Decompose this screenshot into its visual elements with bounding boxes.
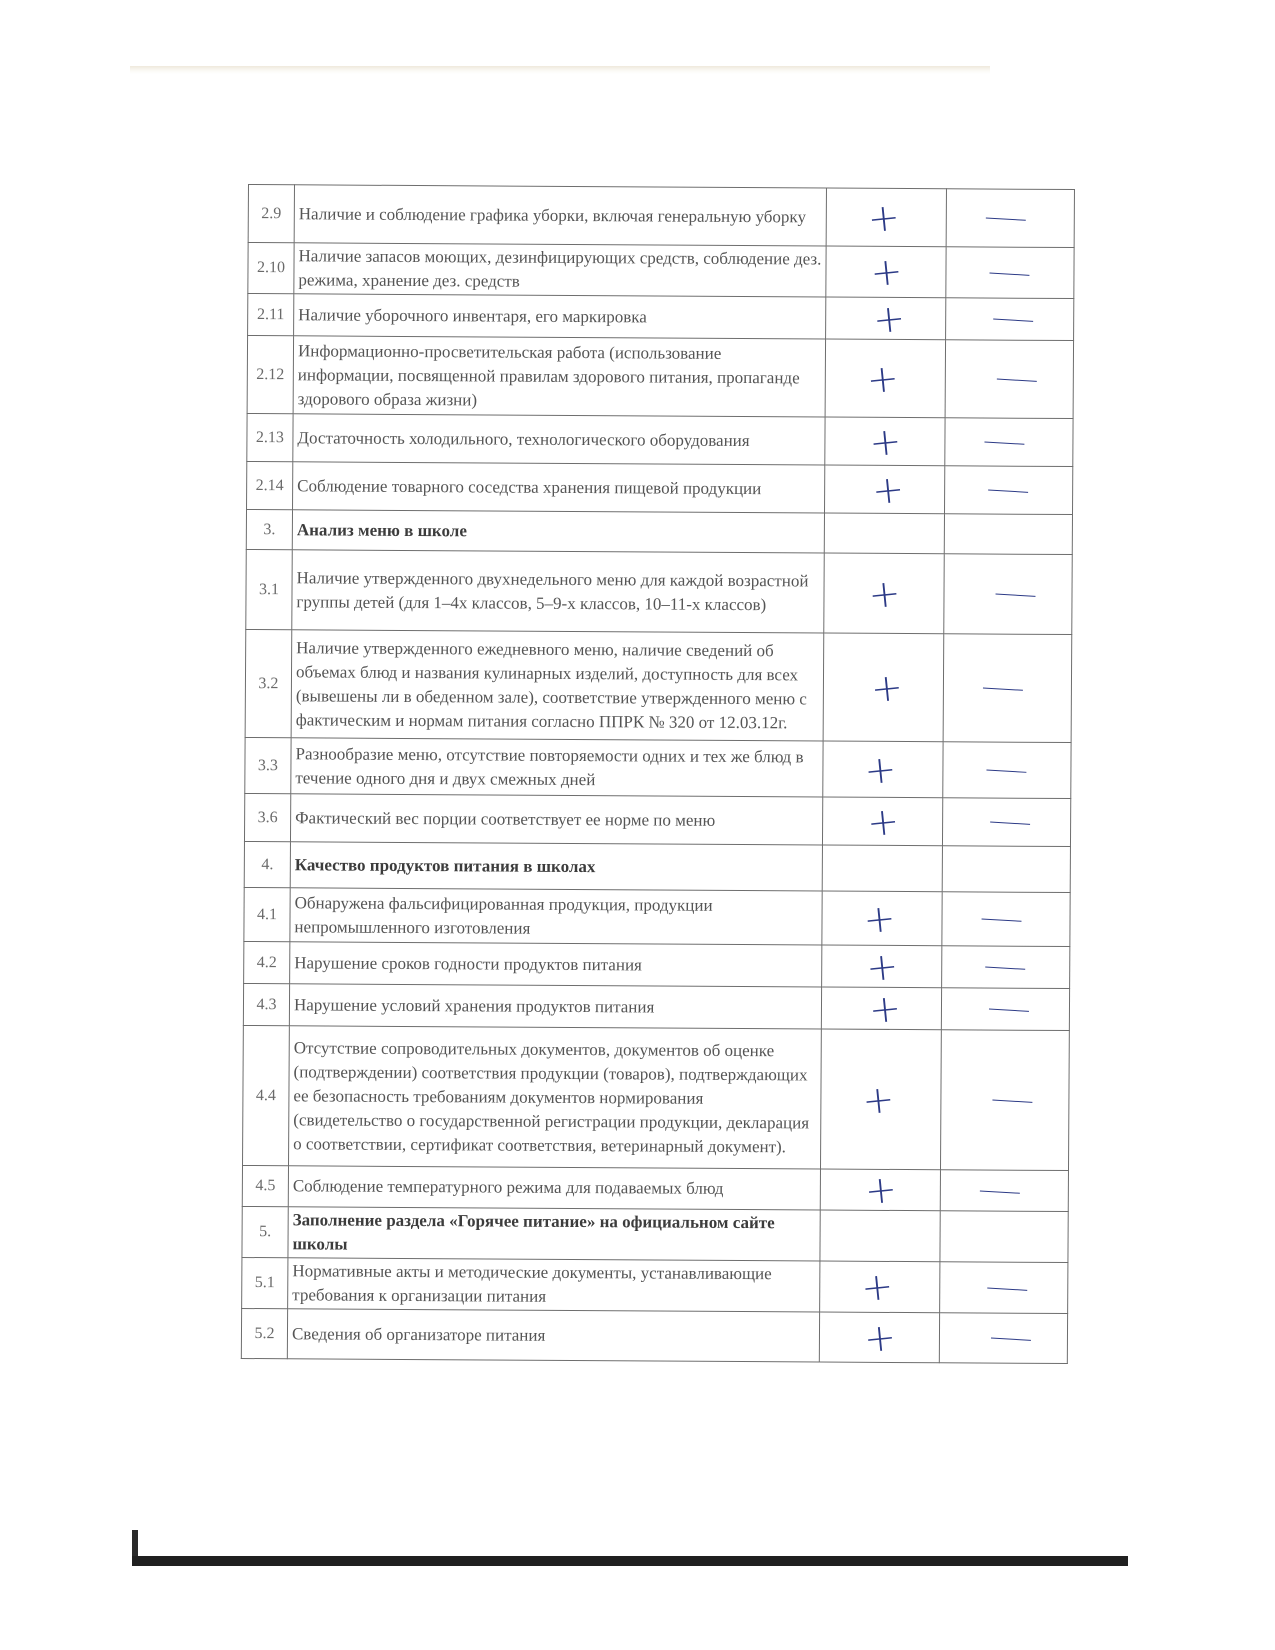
checklist-row bbox=[243, 1025, 1070, 1170]
no-cell bbox=[945, 340, 1073, 419]
handwritten-dash-mark bbox=[985, 966, 1025, 969]
handwritten-dash-mark bbox=[990, 1338, 1030, 1341]
handwritten-dash-mark bbox=[981, 918, 1021, 921]
yes-cell bbox=[822, 797, 942, 846]
yes-cell bbox=[824, 553, 944, 634]
yes-cell bbox=[822, 845, 942, 892]
checklist-row bbox=[245, 629, 1072, 742]
item-number: 3.3 bbox=[245, 737, 291, 793]
handwritten-dash-mark bbox=[995, 594, 1035, 597]
handwritten-dash-mark bbox=[979, 1190, 1019, 1193]
item-text: Фактический вес порции соответствует ее норме по меню bbox=[290, 794, 822, 845]
handwritten-dash-mark bbox=[985, 217, 1025, 220]
yes-cell bbox=[819, 1312, 939, 1363]
no-cell bbox=[943, 634, 1072, 743]
item-number: 4.4 bbox=[243, 1025, 290, 1165]
checklist-row bbox=[247, 336, 1073, 419]
handwritten-plus-mark: + bbox=[861, 1313, 898, 1361]
section-heading: Заполнение раздела «Горячее питание» на официальном сайте школы bbox=[288, 1207, 820, 1261]
handwritten-plus-mark: + bbox=[864, 797, 901, 845]
no-cell bbox=[939, 1313, 1067, 1364]
section-heading-row bbox=[244, 841, 1070, 892]
no-cell bbox=[940, 1262, 1068, 1314]
item-text: Отсутствие сопроводительных документов, документов об оценке (подтверждении) соответствия продукции (товаров), подтверждающих ее безопасность требованиям документов нормирования (свидетельство о государственной регистрации продукции, декларация о соответствии, сертификат соответствия, ветеринарный документ). bbox=[289, 1026, 822, 1169]
handwritten-plus-mark: + bbox=[866, 984, 903, 1032]
item-text: Соблюдение температурного режима для подаваемых блюд bbox=[288, 1166, 820, 1210]
item-text: Достаточность холодильного, технологического оборудования bbox=[293, 414, 825, 465]
item-text: Наличие уборочного инвентаря, его маркировка bbox=[294, 294, 826, 339]
item-number: 5.1 bbox=[242, 1257, 288, 1308]
checklist-row bbox=[248, 294, 1074, 341]
no-cell bbox=[944, 514, 1072, 555]
checklist-row bbox=[244, 793, 1070, 846]
yes-cell bbox=[825, 417, 945, 466]
item-number: 2.14 bbox=[247, 461, 293, 509]
handwritten-dash-mark bbox=[990, 821, 1030, 824]
no-cell bbox=[945, 418, 1073, 467]
no-cell bbox=[940, 1211, 1068, 1263]
no-cell bbox=[942, 798, 1070, 847]
checklist-row bbox=[243, 983, 1069, 1030]
section-heading-row bbox=[246, 509, 1072, 554]
yes-cell bbox=[825, 465, 945, 514]
checklist-row bbox=[242, 1257, 1068, 1313]
handwritten-plus-mark: + bbox=[858, 1263, 895, 1311]
handwritten-dash-mark bbox=[982, 687, 1022, 690]
item-text: Разнообразие меню, отсутствие повторяемости одних и тех же блюд в течение одного дня и двух смежных дней bbox=[291, 738, 823, 797]
section-heading: Качество продуктов питания в школах bbox=[290, 842, 822, 891]
item-number: 3.2 bbox=[245, 629, 292, 737]
no-cell bbox=[942, 846, 1070, 893]
checklist-row bbox=[247, 413, 1073, 466]
yes-cell bbox=[823, 741, 943, 798]
item-number: 3. bbox=[246, 509, 292, 549]
item-text: Обнаружена фальсифицированная продукция, продукции непромышленного изготовления bbox=[290, 888, 822, 945]
yes-cell bbox=[824, 513, 944, 554]
handwritten-plus-mark: + bbox=[863, 942, 900, 990]
yes-cell bbox=[826, 294, 946, 342]
item-number: 4.3 bbox=[243, 983, 289, 1025]
checklist-row bbox=[244, 887, 1070, 946]
no-cell bbox=[944, 466, 1072, 515]
yes-cell bbox=[821, 984, 941, 1032]
checklist-row bbox=[247, 461, 1073, 514]
handwritten-dash-mark bbox=[993, 319, 1033, 322]
item-text: Наличие запасов моющих, дезинфицирующих средств, соблюдение дез. режима, хранение дез. средств bbox=[294, 243, 826, 297]
no-cell bbox=[940, 1170, 1068, 1212]
handwritten-dash-mark bbox=[988, 489, 1028, 492]
handwritten-plus-mark: + bbox=[869, 465, 906, 513]
item-text: Нарушение сроков годности продуктов питания bbox=[290, 942, 822, 987]
handwritten-dash-mark bbox=[989, 272, 1029, 275]
checklist-row bbox=[248, 243, 1074, 299]
item-text: Сведения об организаторе питания bbox=[287, 1309, 819, 1362]
scan-bottom-edge bbox=[132, 1556, 1128, 1566]
yes-cell bbox=[820, 1029, 941, 1170]
yes-cell bbox=[826, 246, 946, 298]
handwritten-dash-mark bbox=[986, 769, 1026, 772]
no-cell bbox=[946, 189, 1074, 248]
checklist-table bbox=[241, 184, 1075, 1364]
item-text: Нарушение условий хранения продуктов питания bbox=[289, 984, 821, 1029]
yes-cell bbox=[825, 339, 945, 418]
item-number: 5. bbox=[242, 1206, 288, 1257]
item-number: 3.6 bbox=[244, 793, 290, 841]
item-number: 4.2 bbox=[244, 941, 290, 983]
section-heading: Анализ меню в школе bbox=[292, 510, 824, 553]
checklist-row bbox=[242, 1165, 1068, 1211]
item-number: 4.5 bbox=[242, 1165, 288, 1206]
section-heading-row bbox=[242, 1206, 1068, 1262]
item-text: Наличие утвержденного двухнедельного меню для каждой возрастной группы детей (для 1–4х классов, 5–9-х классов, 10–11-х классов) bbox=[292, 550, 824, 633]
handwritten-dash-mark bbox=[988, 1008, 1028, 1011]
checklist-sheet bbox=[241, 184, 1074, 1364]
item-number: 4.1 bbox=[244, 887, 290, 941]
yes-cell bbox=[820, 1261, 940, 1313]
item-number: 3.1 bbox=[246, 549, 292, 629]
handwritten-plus-mark: + bbox=[862, 1166, 899, 1214]
item-number: 2.12 bbox=[247, 336, 293, 414]
item-number: 4. bbox=[244, 841, 290, 887]
handwritten-dash-mark bbox=[996, 379, 1036, 382]
handwritten-plus-mark: + bbox=[867, 248, 904, 296]
no-cell bbox=[943, 742, 1071, 799]
yes-cell bbox=[822, 942, 942, 990]
item-text: Наличие и соблюдение графика уборки, включая генеральную уборку bbox=[294, 185, 826, 246]
no-cell bbox=[946, 247, 1074, 299]
item-number: 5.2 bbox=[241, 1308, 287, 1358]
yes-cell bbox=[820, 1166, 940, 1214]
item-text: Нормативные акты и методические документы, устанавливающие требования к организации питания bbox=[288, 1258, 820, 1312]
handwritten-plus-mark: + bbox=[870, 294, 907, 342]
handwritten-plus-mark: + bbox=[866, 417, 903, 465]
item-text: Наличие утвержденного ежедневного меню, наличие сведений об объемах блюд и названия кулинарных изделий, доступность для всех (вывешены ли в обеденном зале), соответствие утвержденного меню с фактическим и нормам питания согласно ППРК № 320 от 12.03.12г. bbox=[291, 630, 824, 741]
item-text: Информационно-просветительская работа (использование информации, посвященной правилам здорового питания, пропаганде здорового образа жизни) bbox=[293, 336, 825, 417]
no-cell bbox=[941, 988, 1069, 1031]
yes-cell bbox=[826, 188, 946, 247]
handwritten-dash-mark bbox=[992, 1100, 1032, 1103]
handwritten-plus-mark: + bbox=[868, 663, 905, 711]
item-number: 2.9 bbox=[248, 185, 294, 243]
checklist-row bbox=[248, 185, 1074, 248]
handwritten-dash-mark bbox=[984, 441, 1024, 444]
handwritten-plus-mark: + bbox=[865, 193, 902, 241]
checklist-row bbox=[246, 549, 1072, 634]
checklist-row bbox=[245, 737, 1071, 798]
checklist-row bbox=[244, 941, 1070, 988]
checklist-rows bbox=[241, 185, 1074, 1364]
no-cell bbox=[942, 946, 1070, 989]
yes-cell bbox=[823, 633, 944, 742]
no-cell bbox=[942, 892, 1070, 947]
handwritten-plus-mark: + bbox=[861, 894, 898, 942]
item-number: 2.10 bbox=[248, 243, 294, 294]
no-cell bbox=[944, 554, 1072, 635]
no-cell bbox=[946, 298, 1074, 341]
item-number: 2.11 bbox=[248, 294, 294, 336]
item-text: Соблюдение товарного соседства хранения пищевой продукции bbox=[293, 462, 825, 513]
handwritten-plus-mark: + bbox=[864, 354, 901, 402]
no-cell bbox=[940, 1030, 1069, 1171]
handwritten-plus-mark: + bbox=[861, 745, 898, 793]
handwritten-plus-mark: + bbox=[866, 569, 903, 617]
yes-cell bbox=[820, 1210, 940, 1262]
item-number: 2.13 bbox=[247, 413, 293, 461]
scan-top-edge bbox=[130, 66, 990, 74]
handwritten-dash-mark bbox=[987, 1287, 1027, 1290]
yes-cell bbox=[822, 891, 942, 946]
checklist-row bbox=[241, 1308, 1067, 1363]
handwritten-plus-mark: + bbox=[859, 1075, 896, 1123]
